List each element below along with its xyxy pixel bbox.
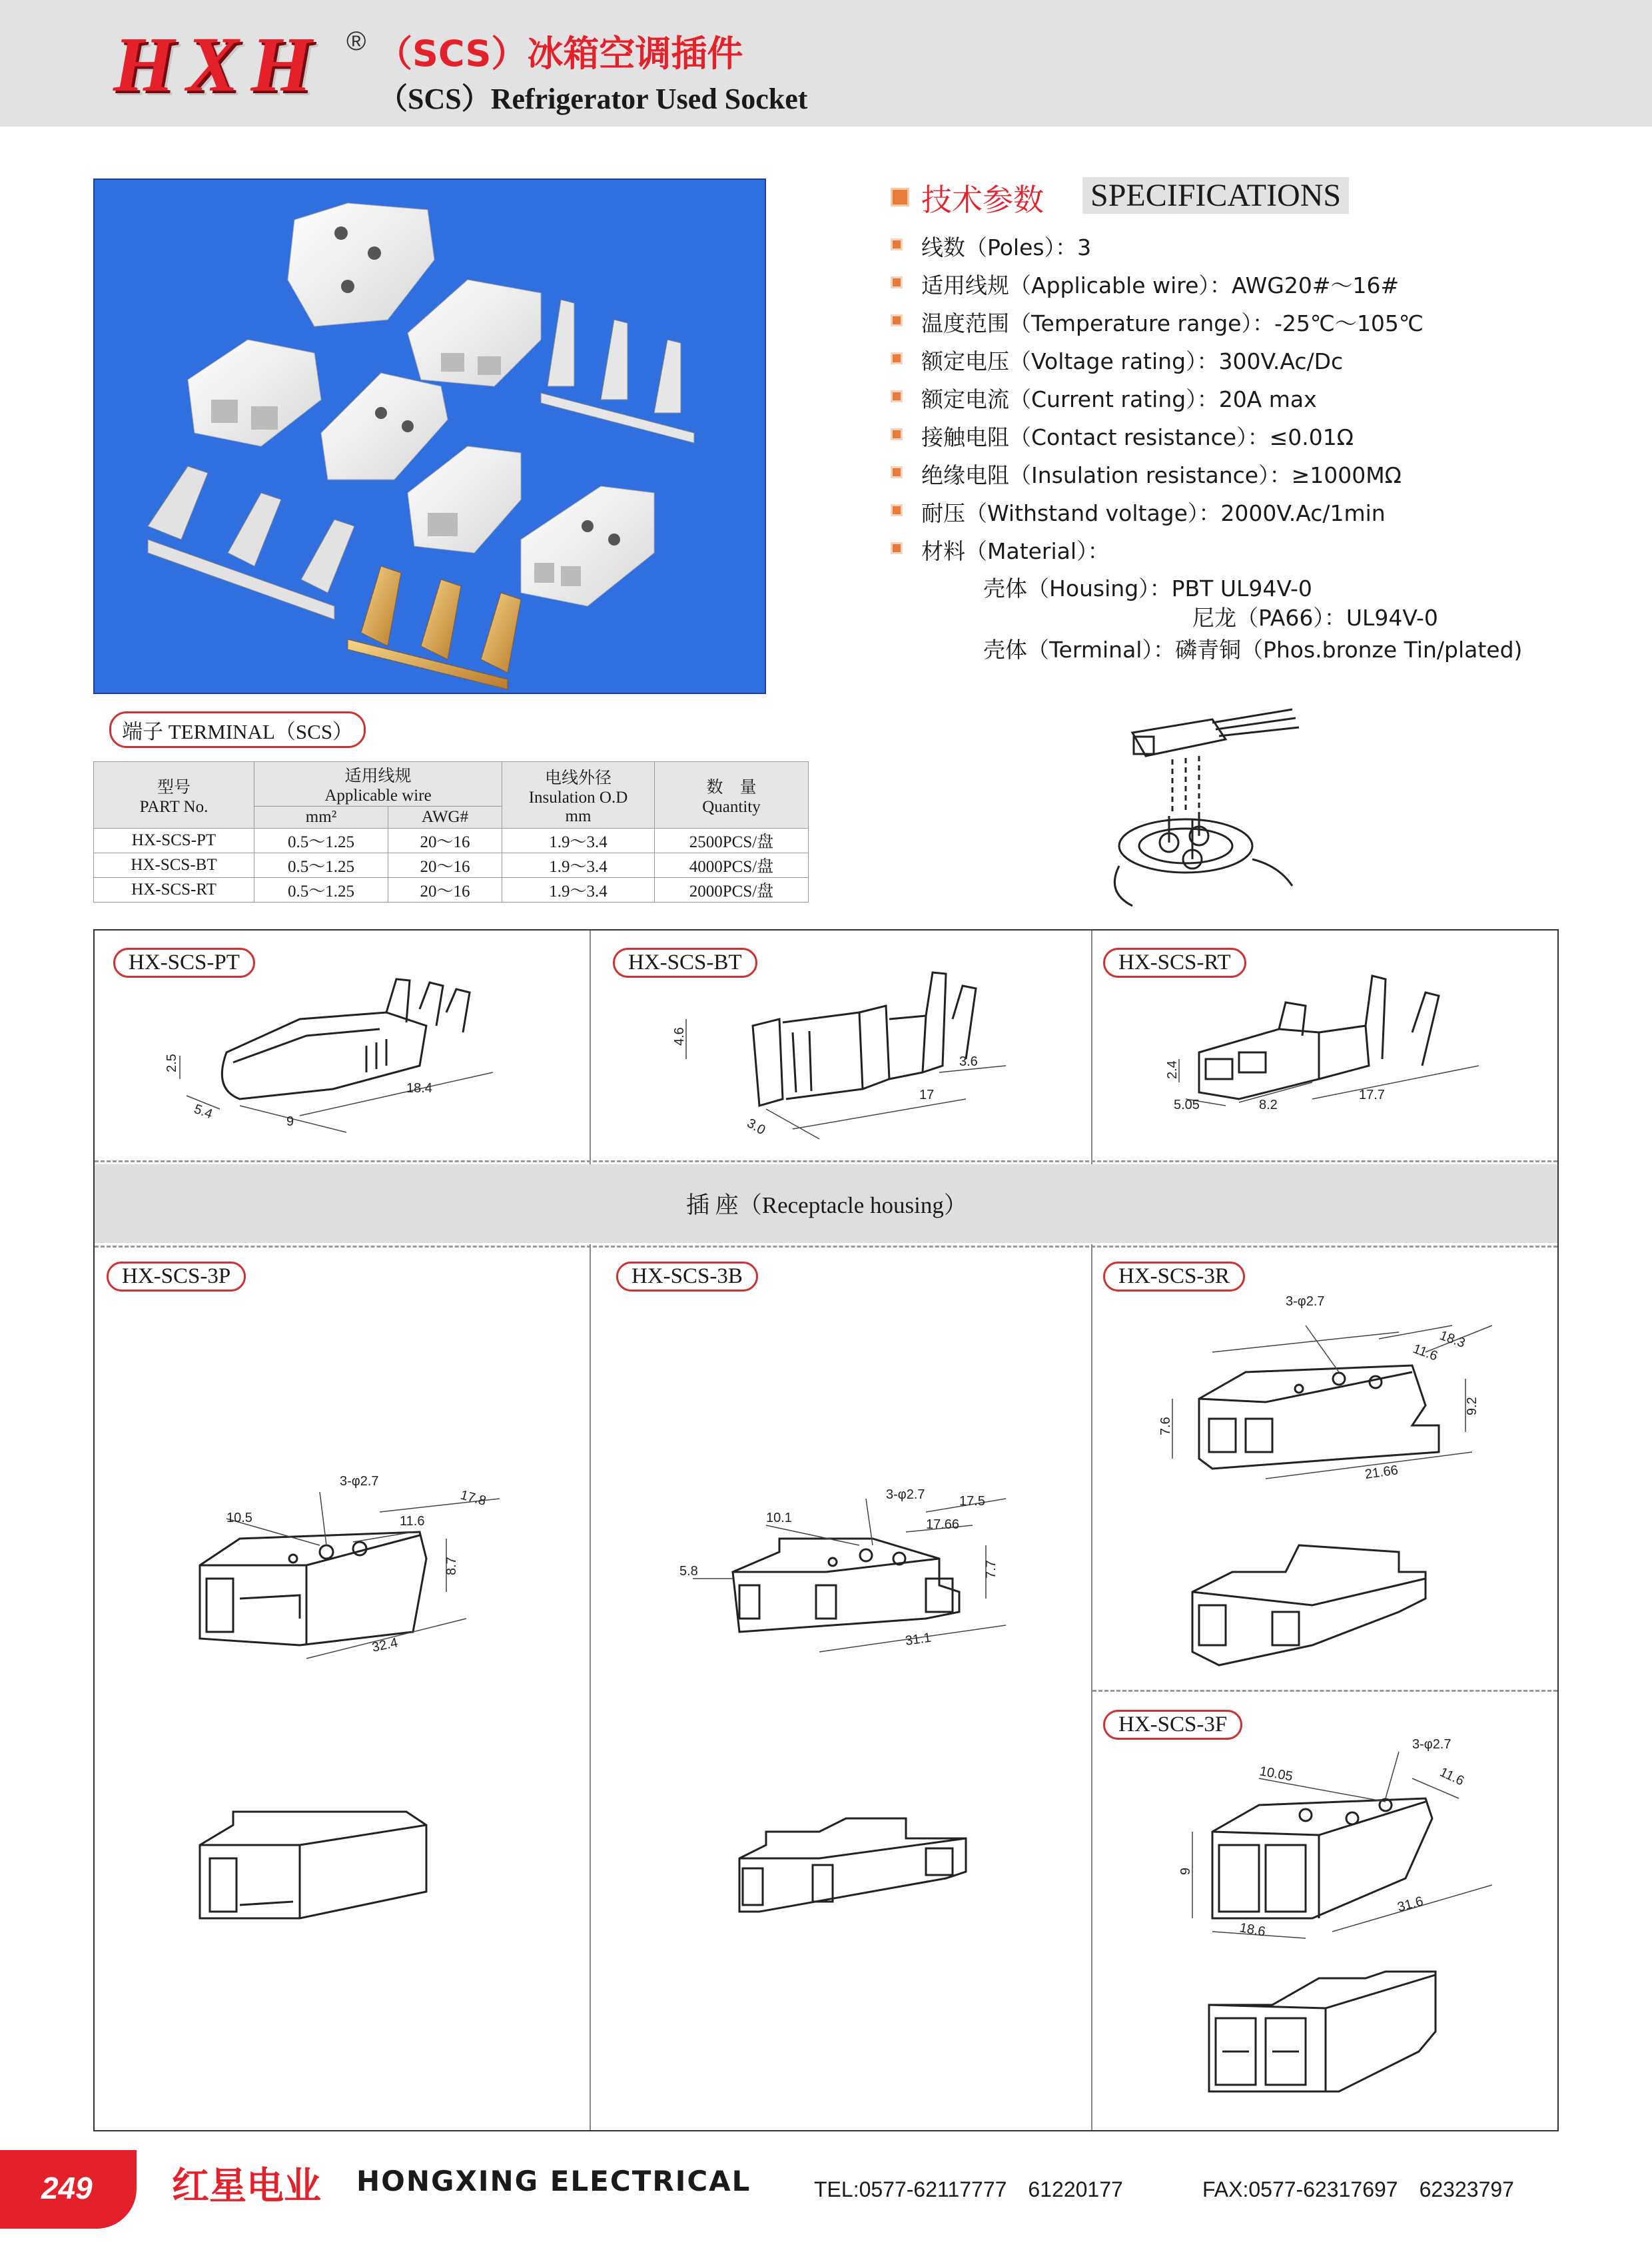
product-photo [93, 179, 766, 694]
square-bullet-icon [891, 188, 909, 206]
square-bullet-icon [891, 428, 903, 440]
company-name-cn: 红星电业 [172, 2165, 321, 2208]
table-row [94, 829, 809, 853]
page-number: 249 [41, 2171, 93, 2205]
material-terminal: 壳体（Terminal）：磷青铜（Phos.bronze Tin/plated) [983, 637, 1523, 663]
photo-housing-top [288, 203, 434, 326]
dim-label: 2.4 [1165, 1060, 1180, 1079]
drawing-hx-scs-3f-iso [1199, 1958, 1465, 2115]
header-mm2: mm² [254, 807, 388, 829]
dashed-divider [95, 1246, 1557, 1248]
photo-housing-center [321, 373, 448, 480]
table-row [94, 853, 809, 878]
label-hx-scs-3r: HX-SCS-3R [1103, 1262, 1245, 1292]
photo-terminal-strip-silver [541, 300, 694, 443]
drawing-hx-scs-3f [1146, 1725, 1519, 1942]
dim-label: 8.7 [444, 1557, 459, 1575]
page-number-tab [0, 2150, 137, 2229]
square-bullet-icon [891, 314, 903, 326]
header-quantity: 数 量 Quantity [655, 762, 809, 829]
photo-terminal-strip-gold [348, 566, 521, 689]
receptacle-band-title: 插 座（Receptacle housing） [686, 1192, 967, 1218]
dashed-divider [95, 1160, 1557, 1162]
photo-housing-right [521, 486, 654, 606]
cell-part: HX-SCS-PT [94, 829, 254, 853]
drawing-hx-scs-3p-iso [193, 1785, 460, 1935]
cell-qty: 4000PCS/盘 [655, 853, 809, 878]
material-housing-pbt: 壳体（Housing）：PBT UL94V-0 [983, 575, 1312, 601]
grid-divider [590, 931, 591, 1164]
dim-label: 18.3 [1438, 1328, 1467, 1351]
registered-mark: ® [346, 27, 366, 56]
square-bullet-icon [891, 542, 903, 554]
drawing-hx-scs-3b-svg [673, 1445, 1046, 1665]
drawing-hx-scs-3r-iso [1179, 1519, 1446, 1682]
grid-divider [590, 1244, 591, 2130]
label-hx-scs-rt: HX-SCS-RT [1103, 948, 1246, 978]
photo-housing-lower [408, 446, 521, 553]
cell-mm2: 0.5～1.25 [254, 878, 388, 903]
grid-divider [1091, 931, 1092, 1164]
cell-awg: 20～16 [388, 853, 502, 878]
dim-label: 10.05 [1258, 1764, 1294, 1784]
cell-mm2: 0.5～1.25 [254, 853, 388, 878]
dim-label: 32.4 [370, 1635, 400, 1655]
table-header-row [94, 762, 809, 807]
company-name-en: HONGXING ELECTRICAL [356, 2165, 751, 2197]
drawing-hx-scs-pt [167, 972, 513, 1149]
cell-od: 1.9～3.4 [502, 829, 655, 853]
cell-part: HX-SCS-BT [94, 853, 254, 878]
dim-label: 31.6 [1396, 1894, 1425, 1915]
dim-label: 11.6 [1411, 1341, 1440, 1364]
dim-label: 3.0 [744, 1116, 768, 1138]
material-housing-pa66: 尼龙（PA66）：UL94V-0 [1192, 605, 1438, 631]
dim-label: 11.6 [1437, 1764, 1467, 1789]
cell-qty: 2500PCS/盘 [655, 829, 809, 853]
dim-label: 8.2 [1259, 1098, 1278, 1112]
usage-illustration [1092, 693, 1306, 913]
dim-label: 4.6 [672, 1027, 687, 1046]
square-bullet-icon [891, 276, 903, 288]
drawing-hx-scs-3f-svg [1146, 1725, 1519, 1938]
label-hx-scs-3p: HX-SCS-3P [107, 1262, 246, 1292]
drawing-hx-scs-3b-iso [733, 1785, 986, 1922]
cell-qty: 2000PCS/盘 [655, 878, 809, 903]
drawing-hx-scs-rt [1146, 966, 1519, 1142]
dim-label: 9.2 [1465, 1397, 1479, 1415]
cell-mm2: 0.5～1.25 [254, 829, 388, 853]
header-awg: AWG# [388, 807, 502, 829]
dim-label: 17.8 [458, 1487, 488, 1509]
grid-divider [1091, 1244, 1092, 2130]
dim-label: 5.8 [679, 1564, 698, 1579]
page-title-en: （SCS）Refrigerator Used Socket [378, 83, 808, 115]
square-bullet-icon [891, 352, 903, 364]
label-hx-scs-3f: HX-SCS-3F [1103, 1710, 1242, 1740]
drawing-hx-scs-3p [187, 1452, 533, 1682]
dim-label: 3.6 [959, 1054, 978, 1069]
dim-label: 18.6 [1238, 1920, 1267, 1940]
label-hx-scs-pt: HX-SCS-PT [113, 948, 255, 978]
drawing-hx-scs-3r [1146, 1286, 1519, 1515]
page-title-cn: （SCS）冰箱空调插件 [376, 33, 743, 75]
dim-label: 3-φ2.7 [886, 1487, 925, 1502]
photo-terminal-strip-left [148, 466, 354, 619]
header-applicable-wire: 适用线规 Applicable wire [254, 762, 502, 807]
drawing-hx-scs-3r-iso-svg [1179, 1519, 1446, 1679]
dim-label: 5.4 [192, 1102, 214, 1122]
terminal-table [93, 761, 809, 903]
dim-label: 3-φ2.7 [1412, 1737, 1451, 1752]
dim-label: 2.5 [165, 1054, 179, 1072]
usage-illustration-svg [1092, 693, 1306, 913]
dim-label: 17 [919, 1088, 935, 1102]
product-photo-illustration [95, 180, 765, 693]
dim-label: 18.4 [406, 1081, 432, 1096]
fax: FAX:0577-62317697 62323797 [1202, 2177, 1514, 2201]
label-hx-scs-3b: HX-SCS-3B [616, 1262, 758, 1292]
dim-label: 3-φ2.7 [340, 1474, 379, 1489]
dim-label: 17.66 [926, 1517, 960, 1532]
square-bullet-icon [891, 466, 903, 478]
telephone: TEL:0577-62117777 61220177 [814, 2177, 1123, 2201]
drawing-hx-scs-3p-svg [187, 1452, 533, 1679]
square-bullet-icon [891, 238, 903, 250]
drawing-hx-scs-3b-iso-svg [733, 1785, 986, 1918]
square-bullet-icon [891, 504, 903, 516]
dim-label: 17.7 [1359, 1088, 1385, 1102]
dim-label: 11.6 [400, 1514, 425, 1529]
spec-title-cn: 技术参数 [921, 182, 1044, 218]
drawing-hx-scs-bt [659, 966, 1032, 1149]
label-hx-scs-bt: HX-SCS-BT [613, 948, 757, 978]
cell-awg: 20～16 [388, 829, 502, 853]
photo-housing-mid [408, 280, 541, 386]
header-part-no: 型号 PART No. [94, 762, 254, 829]
cell-part: HX-SCS-RT [94, 878, 254, 903]
photo-housing-left [188, 340, 321, 446]
header-insulation-od: 电线外径 Insulation O.D mm [502, 762, 655, 829]
dashed-divider [1092, 1690, 1557, 1692]
hxh-logo: HXH [113, 21, 324, 108]
cell-awg: 20～16 [388, 878, 502, 903]
dim-label: 3-φ2.7 [1286, 1294, 1325, 1309]
dim-label: 17.5 [959, 1494, 985, 1509]
dim-label: 31.1 [904, 1630, 933, 1649]
cell-od: 1.9～3.4 [502, 853, 655, 878]
table-row [94, 878, 809, 903]
dim-label: 10.5 [226, 1511, 252, 1525]
spec-title-en: SPECIFICATIONS [1082, 177, 1349, 214]
drawing-hx-scs-3f-iso-svg [1199, 1958, 1465, 2111]
drawing-hx-scs-3b [673, 1445, 1046, 1669]
drawing-hx-scs-bt-svg [659, 966, 1032, 1146]
drawing-hx-scs-rt-svg [1146, 966, 1519, 1139]
cell-od: 1.9～3.4 [502, 878, 655, 903]
dim-label: 21.66 [1364, 1463, 1400, 1482]
square-bullet-icon [891, 390, 903, 402]
dim-label: 7.7 [984, 1560, 999, 1579]
terminal-section-label: 端子 TERMINAL（SCS） [109, 711, 366, 748]
dim-label: 10.1 [766, 1511, 792, 1525]
dim-label: 7.6 [1158, 1417, 1173, 1435]
dim-label: 9 [286, 1114, 294, 1129]
drawing-hx-scs-3p-iso-svg [193, 1785, 460, 1932]
dim-label: 9 [1178, 1867, 1193, 1875]
dim-label: 5.05 [1174, 1098, 1200, 1112]
drawing-hx-scs-pt-svg [167, 972, 513, 1146]
drawing-hx-scs-3r-svg [1146, 1286, 1519, 1512]
